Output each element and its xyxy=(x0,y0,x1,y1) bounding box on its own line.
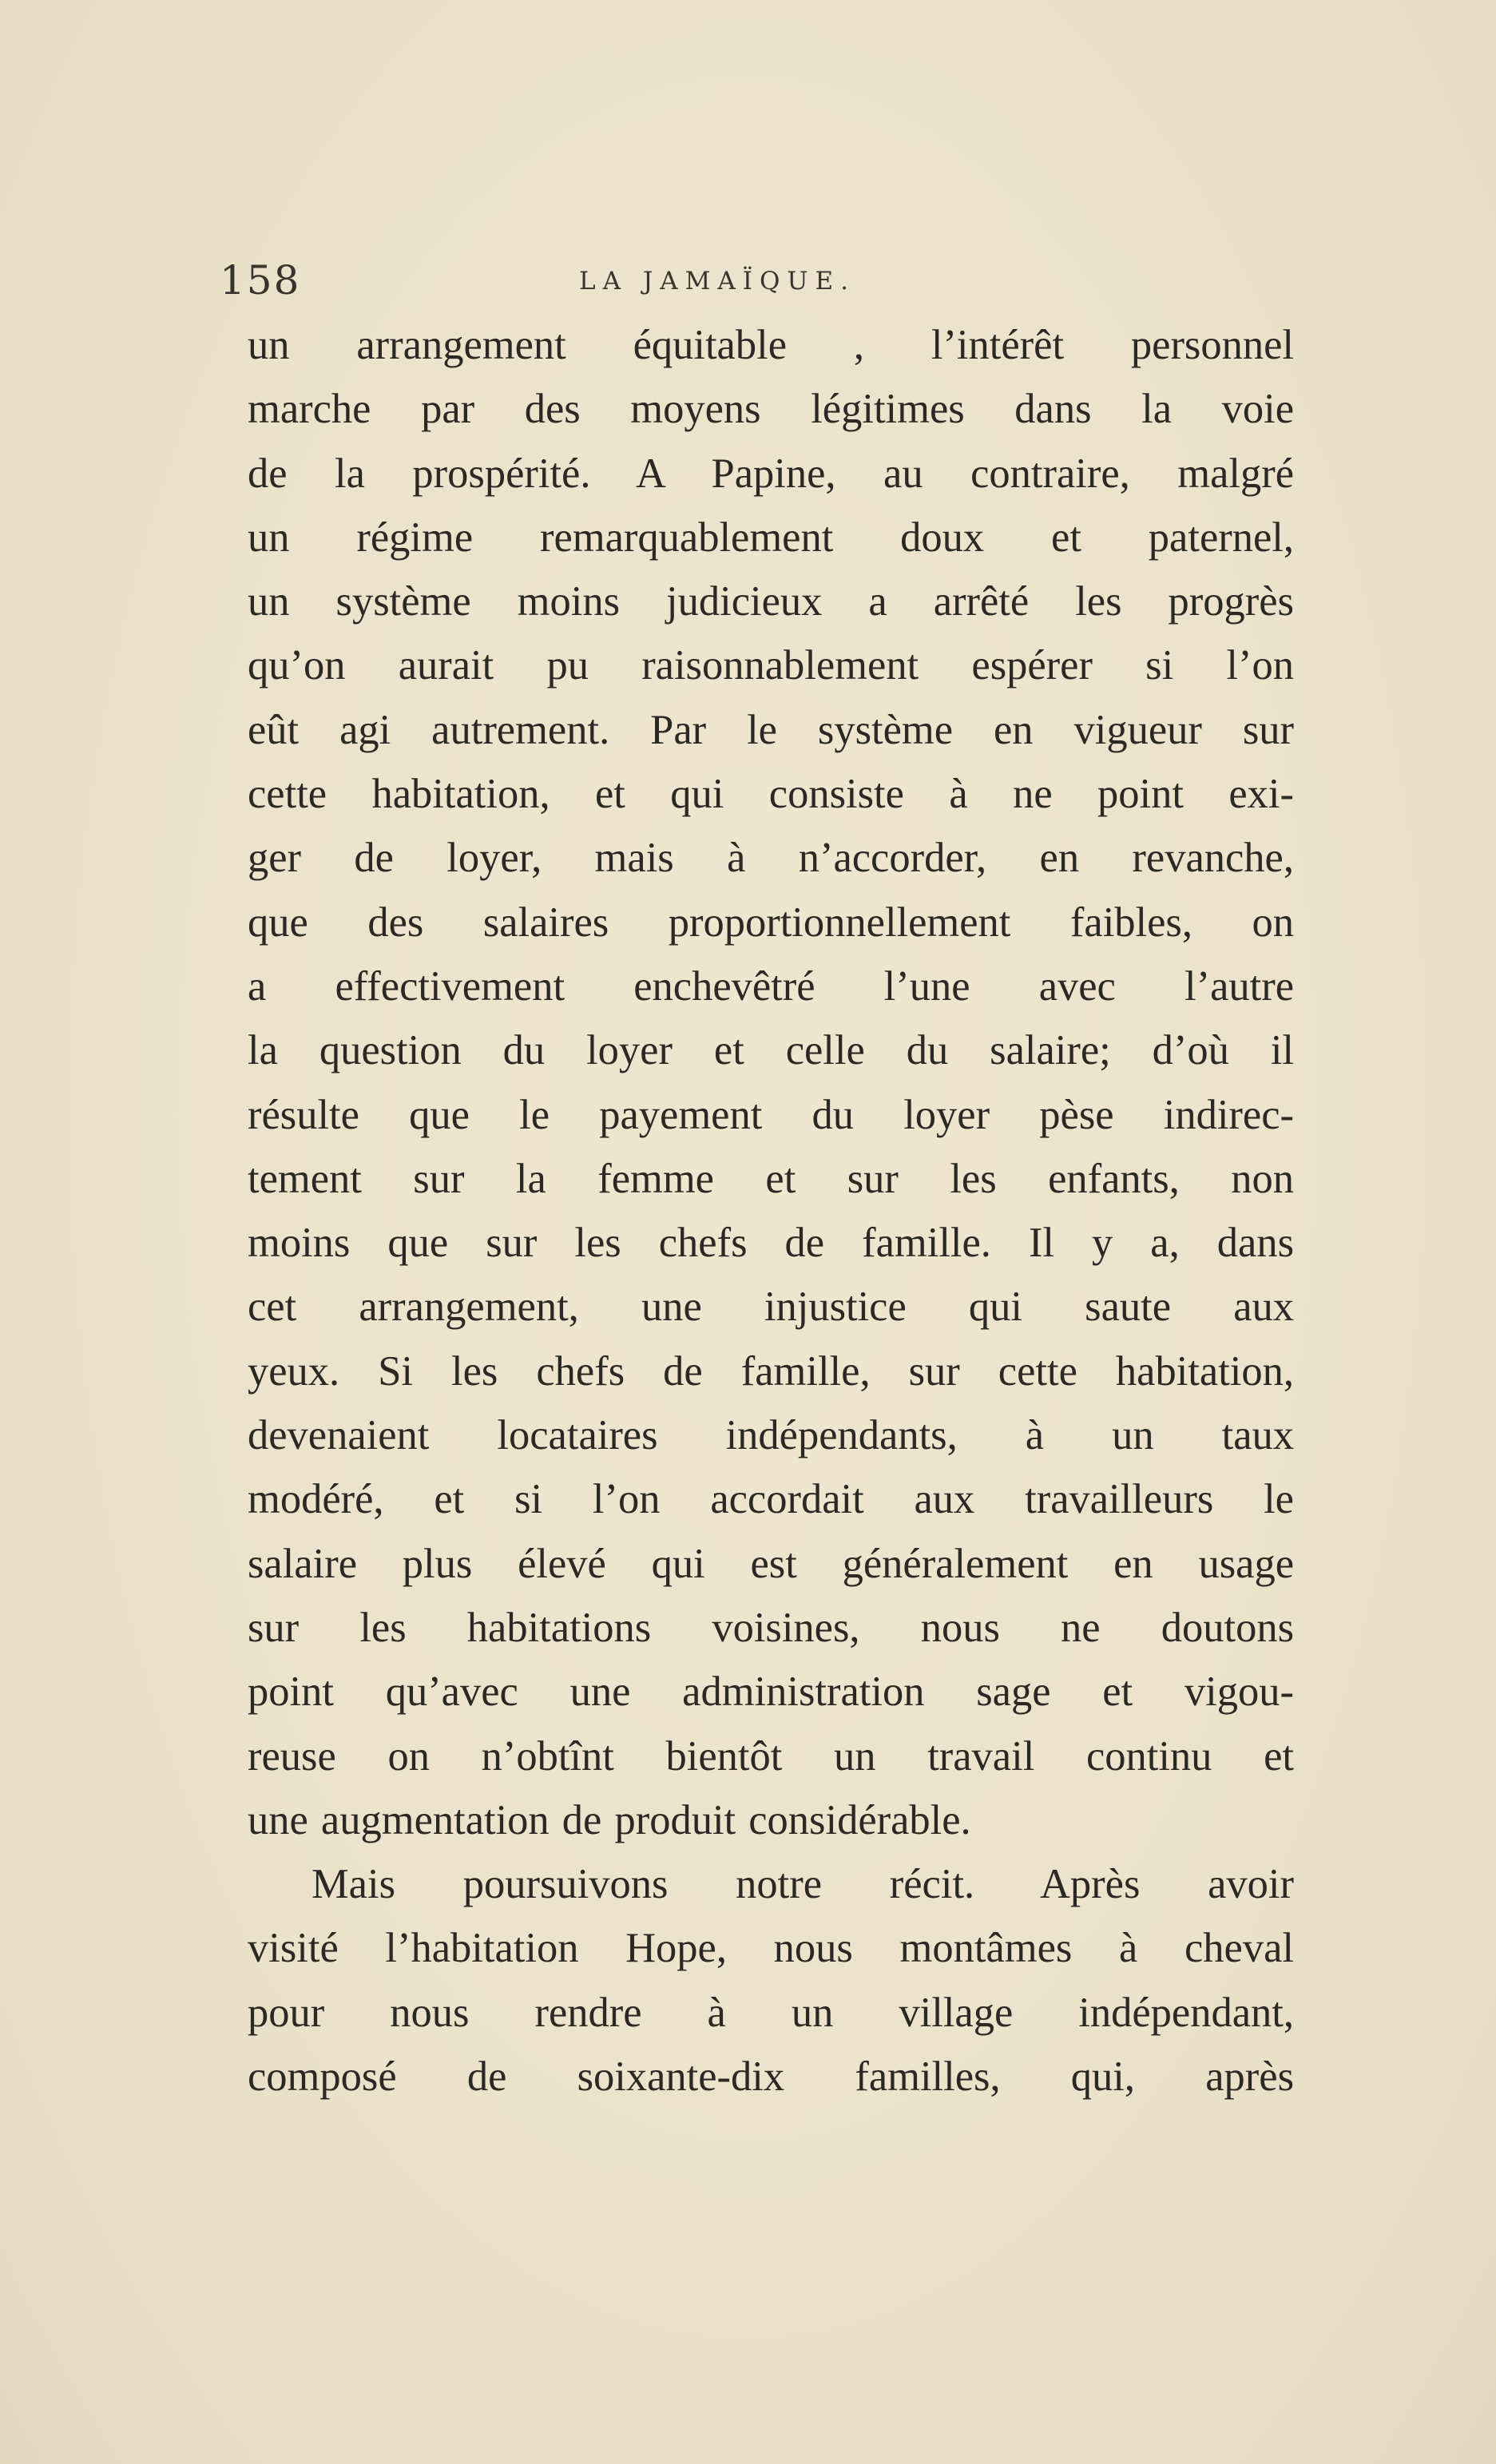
text-line: la question du loyer et celle du salaire; d’où il xyxy=(248,1027,1294,1074)
text-line: résulte que le payement du loyer pèse indirec- xyxy=(248,1091,1294,1138)
text-line: salaire plus élevé qui est généralement en usage xyxy=(248,1540,1294,1587)
running-title: LA JAMAÏQUE. xyxy=(579,267,856,296)
text-line: pour nous rendre à un village indépendant, xyxy=(248,1989,1294,2036)
text-line: modéré, et si l’on accordait aux travailleurs le xyxy=(248,1476,1294,1523)
text-line: tement sur la femme et sur les enfants, non xyxy=(248,1155,1294,1202)
text-line: un arrangement équitable , l’intérêt personnel xyxy=(248,322,1294,368)
text-line: sur les habitations voisines, nous ne doutons xyxy=(248,1604,1294,1651)
text-line: un régime remarquablement doux et paternel, xyxy=(248,514,1294,561)
text-line: a effectivement enchevêtré l’une avec l’autre xyxy=(248,962,1294,1010)
text-line: devenaient locataires indépendants, à un taux xyxy=(248,1412,1294,1459)
page-number: 158 xyxy=(220,257,301,304)
text-line: ger de loyer, mais à n’accorder, en revanche, xyxy=(248,835,1294,882)
text-line: cet arrangement, une injustice qui saute aux xyxy=(248,1284,1294,1331)
text-line: eût agi autrement. Par le système en vigueur sur xyxy=(248,706,1294,753)
text-line: que des salaires proportionnellement faibles, on xyxy=(248,899,1294,946)
text-line: composé de soixante-dix familles, qui, après xyxy=(248,2053,1294,2101)
text-line: marche par des moyens légitimes dans la voie xyxy=(248,386,1294,433)
body-text xyxy=(248,313,1294,2109)
paragraph-end-line: une augmentation de produit considérable. xyxy=(248,1796,971,1843)
page-header xyxy=(220,257,923,305)
text-line: un système moins judicieux a arrêté les progrès xyxy=(248,578,1294,625)
text-line: de la prospérité. A Papine, au contraire, malgré xyxy=(248,450,1294,497)
text-line: point qu’avec une administration sage et vigou- xyxy=(248,1668,1294,1716)
paragraph-start-line: Mais poursuivons notre récit. Après avoir xyxy=(312,1861,1294,1908)
text-line: visité l’habitation Hope, nous montâmes à cheval xyxy=(248,1925,1294,1972)
text-line: reuse on n’obtînt bientôt un travail continu et xyxy=(248,1732,1294,1780)
text-line: yeux. Si les chefs de famille, sur cette habitation, xyxy=(248,1347,1294,1395)
text-line: qu’on aurait pu raisonnablement espérer si l’on xyxy=(248,642,1294,689)
text-line: cette habitation, et qui consiste à ne point exi- xyxy=(248,771,1294,818)
text-line: moins que sur les chefs de famille. Il y a, dans xyxy=(248,1220,1294,1267)
